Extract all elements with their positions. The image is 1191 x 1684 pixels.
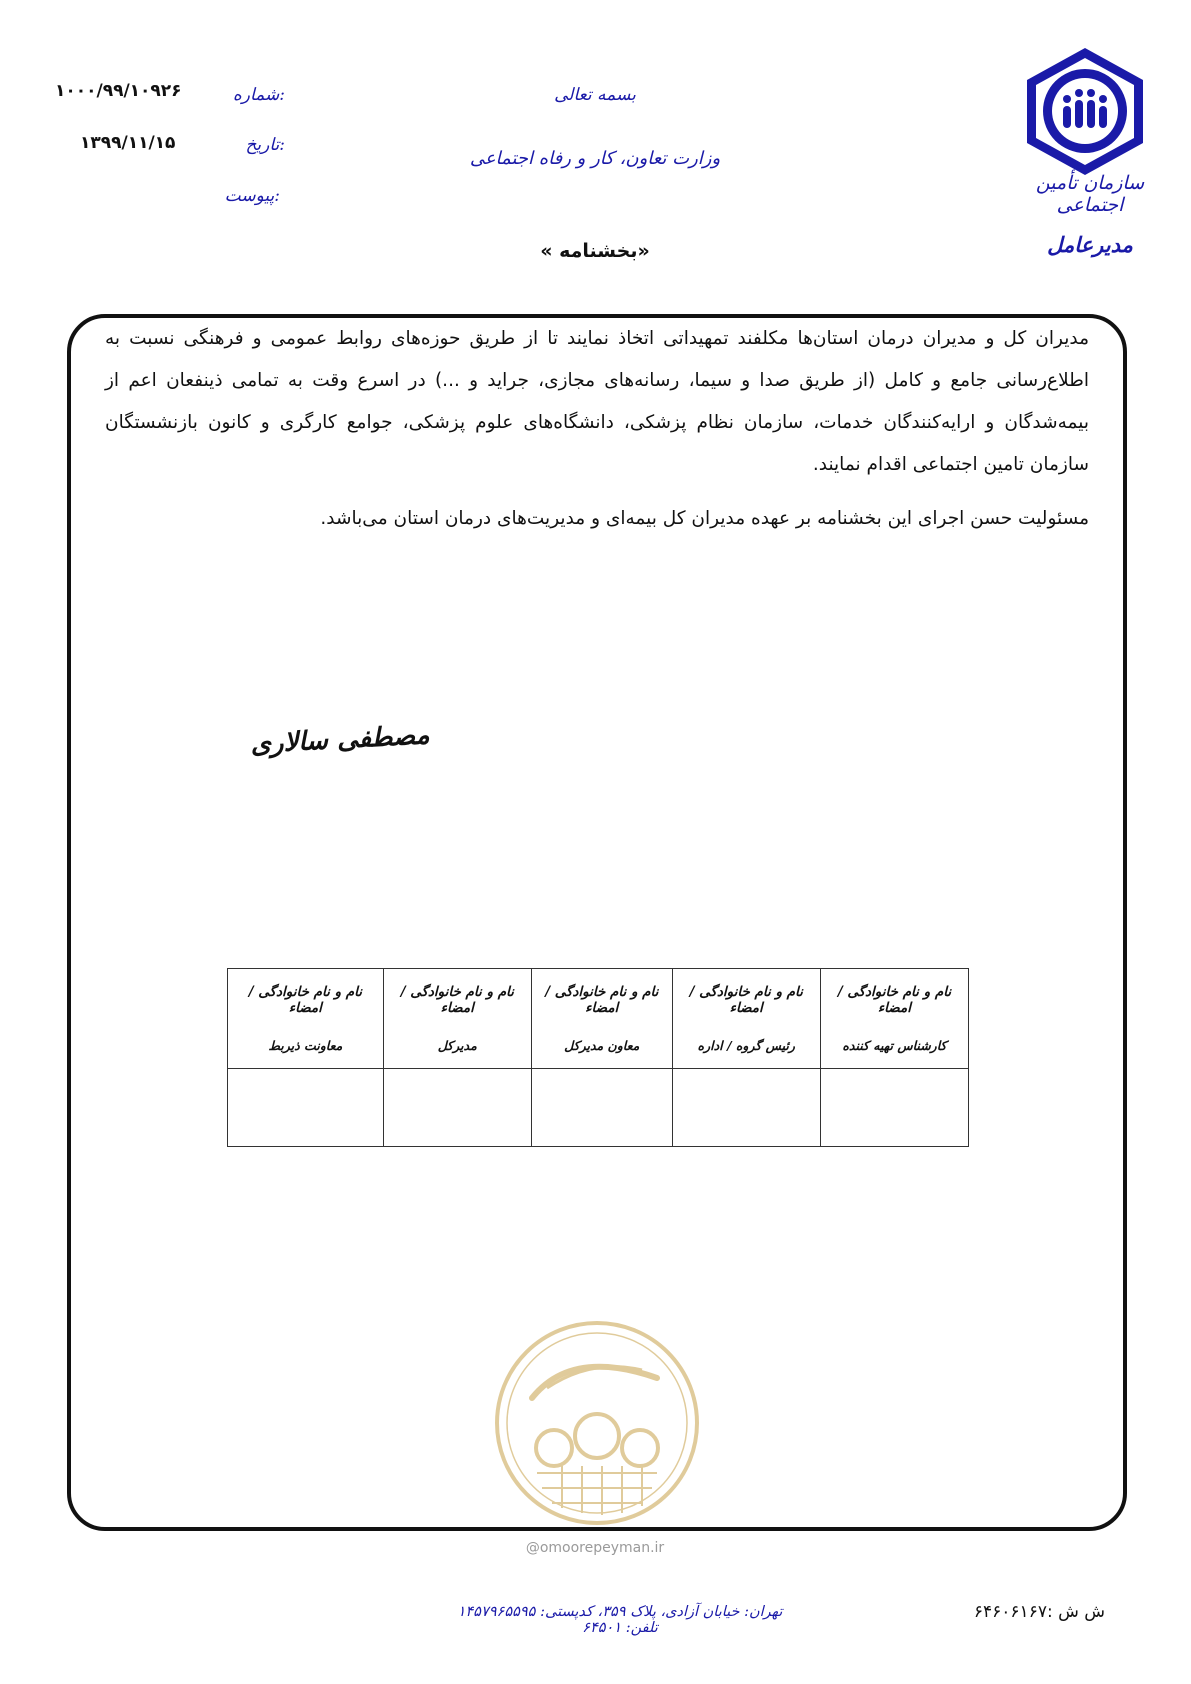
date-label: تاریخ: <box>245 135 285 155</box>
signoff-cell-title: نام و نام خانوادگی / امضاء <box>545 984 659 1016</box>
signoff-cell-role: کارشناس تهیه کننده <box>842 1038 947 1053</box>
organization-name: سازمان تأمین اجتماعی <box>1035 172 1145 216</box>
organization-logo <box>1015 44 1155 179</box>
signature-slot <box>383 1069 531 1147</box>
signature-slot <box>820 1069 968 1147</box>
signoff-table <box>227 968 969 1147</box>
footer-address: تهران: خیابان آزادی، پلاک ۳۵۹، کدپستی: ۱۴۵۷۹۶۵۵۹۵ تلفن: ۶۴۵۰۱ <box>457 1604 783 1636</box>
signoff-cell-role: مدیرکل <box>437 1038 477 1053</box>
signoff-cell-deputy-director <box>531 969 672 1069</box>
watermark-stamp <box>492 1318 702 1528</box>
watermark-url: @omoorepeyman.ir <box>525 1540 665 1556</box>
signature-slot <box>672 1069 820 1147</box>
number-label: شماره: <box>232 85 285 105</box>
date-value: ۱۳۹۹/۱۱/۱۵ <box>80 133 176 153</box>
signoff-cell-title: نام و نام خانوادگی / امضاء <box>837 984 952 1016</box>
number-value: ۱۰۰۰/۹۹/۱۰۹۲۶ <box>55 81 182 101</box>
signoff-cell-preparer <box>820 969 968 1069</box>
signoff-cell-role: رئیس گروه / اداره <box>697 1038 795 1053</box>
signature: مصطفی سالاری <box>249 720 431 760</box>
signature-slot <box>531 1069 672 1147</box>
attachment-label: پیوست: <box>224 186 280 206</box>
document-title: «بخشنامه » <box>540 240 650 262</box>
signoff-cell-role: معاونت ذیربط <box>268 1038 343 1053</box>
body-paragraph-1: مدیران کل و مدیران درمان استان‌ها مکلفند تمهیداتی اتخاذ نمایند تا از طریق حوزه‌های روابط عمومی و فرهنگی نسبت به اطلاع‌رسانی جامع و کامل (از طریق صدا و سیما، رسانه‌های مجازی، جراید و ...) در اسرع وقت به تمامی ذینفعان اعم از بیمه‌شدگان و ارایه‌کنندگان خدمات، سازمان نظام پزشکی، دانشگاه‌های علوم پزشکی، جوامع کارگری و کانون بازنشستگان سازمان تامین اجتماعی اقدام نمایند. <box>105 328 1089 475</box>
signoff-cell-role: معاون مدیرکل <box>564 1038 640 1053</box>
signoff-cell-director-general <box>383 969 531 1069</box>
signoff-header-row <box>228 969 969 1069</box>
signoff-cell-relevant-deputy <box>228 969 384 1069</box>
signoff-cell-title: نام و نام خانوادگی / امضاء <box>248 984 362 1016</box>
signoff-signature-row <box>228 1069 969 1147</box>
signoff-cell-title: نام و نام خانوادگی / امضاء <box>400 984 514 1016</box>
social-security-logo-icon <box>1015 44 1155 179</box>
omoore-peyman-seal-icon <box>492 1318 702 1528</box>
circular-body <box>105 318 1089 552</box>
signoff-cell-title: نام و نام خانوادگی / امضاء <box>689 984 803 1016</box>
body-paragraph-2: مسئولیت حسن اجرای این بخشنامه بر عهده مدیران کل بیمه‌ای و مدیریت‌های درمان استان می‌باشد. <box>320 508 1089 529</box>
ministry-name: وزارت تعاون، کار و رفاه اجتماعی <box>469 148 721 169</box>
basmala: بسمه تعالی <box>554 85 636 105</box>
signature-slot <box>228 1069 384 1147</box>
signoff-cell-group-head <box>672 969 820 1069</box>
footer-serial: ش ش :۶۴۶۰۶۱۶۷ <box>973 1602 1105 1622</box>
department-name: مدیرعامل <box>1047 232 1133 257</box>
